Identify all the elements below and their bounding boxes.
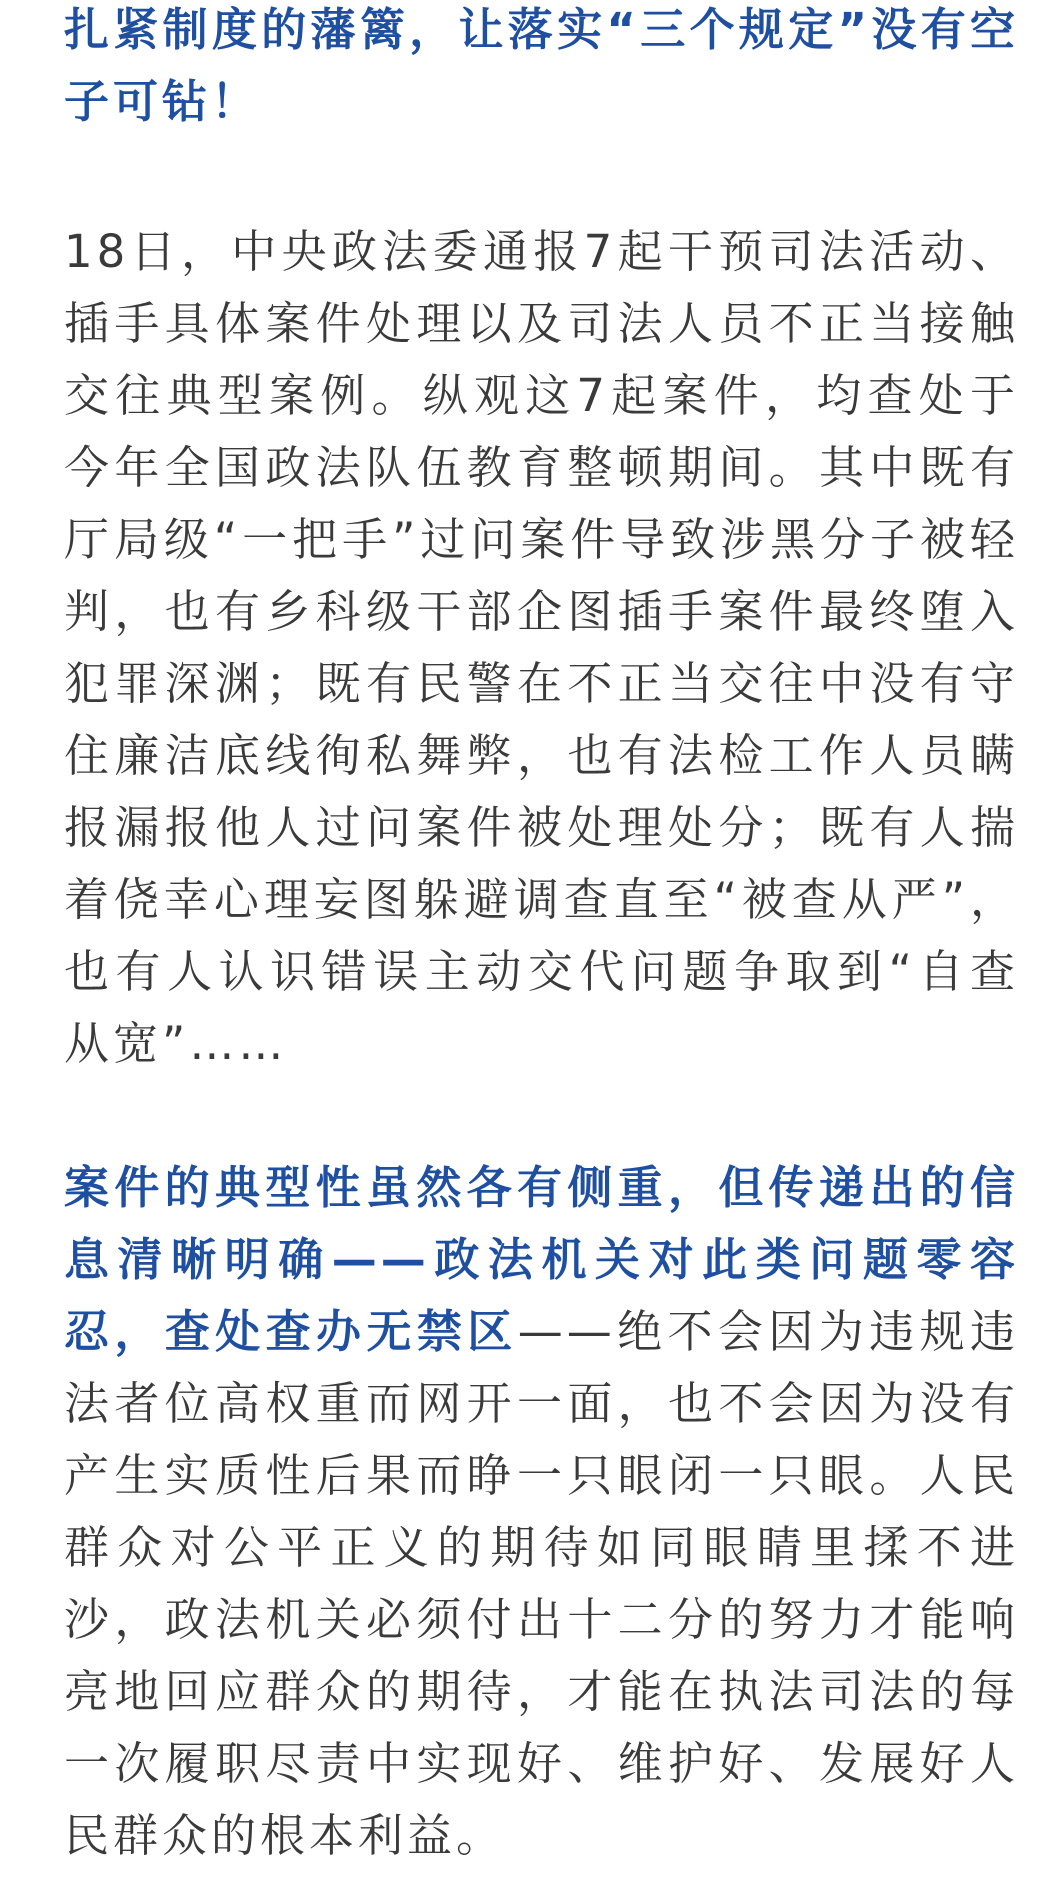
body-paragraph-2-text: ——绝不会因为违规违法者位高权重而网开一面，也不会因为没有产生实质性后果而睁一只眼闭一只眼。人民群众对公平正义的期待如同眼睛里揉不进沙，政法机关必须付出十二分的努力才能响亮地回应群众的期待，才能在执法司法的每一次履职尽责中实现好、维护好、发展好人民群众的根本利益。 xyxy=(64,1305,1019,1862)
highlighted-text: 案件的典型性虽然各有侧重，但传递出的信息清晰明确——政法机关对此类问题零容忍，查处查办无禁区 xyxy=(64,1161,1019,1358)
body-paragraph-1: 18日，中央政法委通报7起干预司法活动、插手具体案件处理以及司法人员不正当接触交往典型案例。纵观这7起案件，均查处于今年全国政法队伍教育整顿期间。其中既有厅局级“一把手”过问案件导致涉黑分子被轻判，也有乡科级干部企图插手案件最终堕入犯罪深渊；既有民警在不正当交往中没有守住廉洁底线徇私舞弊，也有法检工作人员瞒报漏报他人过问案件被处理处分；既有人揣着侥幸心理妄图躲避调查直至“被查从严”，也有人认识错误主动交代问题争取到“自查从宽”…… xyxy=(64,225,1019,1070)
article-body xyxy=(64,0,1019,1872)
body-paragraph-2 xyxy=(64,1152,1019,1872)
heading-paragraph: 扎紧制度的藩篱，让落实“三个规定”没有空子可钻！ xyxy=(64,3,1019,128)
